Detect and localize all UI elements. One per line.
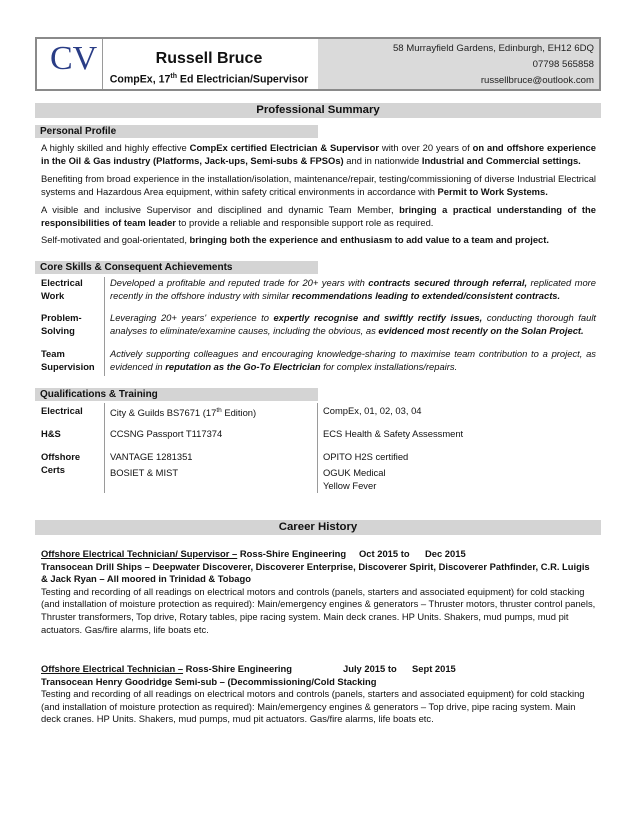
- qual-item: ECS Health & Safety Assessment: [323, 428, 464, 439]
- candidate-name: Russell Bruce: [155, 50, 263, 67]
- section-career-history: Career History: [35, 520, 601, 535]
- job-entry: [41, 548, 596, 636]
- section-personal-profile: Personal Profile: [35, 125, 318, 138]
- contact-box: [318, 39, 599, 89]
- profile-paragraph-2: Benefiting from broad experience in the installation/isolation, maintenance/repair, testing/commissioning of diverse Industrial Electrical systems and Hazardous Area equipment, within safety critical environments in accordance with Permit to Work Systems.: [41, 173, 596, 197]
- skill-description: Actively supporting colleagues and encouraging knowledge-sharing to maximise team contribution to a project, as evidenced in reputation as the Go-To Electrician for complex installations/repairs.: [110, 348, 596, 372]
- qual-item: OPITO H2S certified: [323, 451, 409, 462]
- job-description: Testing and recording of all readings on electrical motors and controls (panels, starters and associated equipment) for cold stacking (and installation of moisture protection as required): Main/emergency engines & generators – Top drive, pipe racing system. Main deck cranes. HP Units. Shakers, mud pumps, mud pit actuators. Gas/fire alarms, life boats etc.: [41, 688, 585, 725]
- qual-item: CCSNG Passport T117374: [110, 428, 223, 439]
- qual-label: Offshore Certs: [41, 451, 81, 475]
- qual-item: VANTAGE 1281351: [110, 451, 193, 462]
- job-entry: [41, 663, 596, 726]
- candidate-title: CompEx, 17th Ed Electrician/Supervisor: [109, 73, 309, 86]
- job-heading: Offshore Electrical Technician/ Supervisor – Ross-Shire Engineering Oct 2015 to Dec 2015: [41, 548, 466, 559]
- profile-paragraph-1: A highly skilled and highly effective CompEx certified Electrician & Supervisor with over 20 years of on and offshore experience in the Oil & Gas industry (Platforms, Jack-ups, Semi-subs & FPSOs) and in nationwide Industrial and Commercial settings.: [41, 142, 596, 166]
- skill-description: Developed a profitable and reputed trade for 20+ years with contracts secured through referral, replicated more recently in the offshore industry with similar recommendations leading to extended/consistent contracts.: [110, 277, 597, 301]
- qual-item: OGUK Medical: [323, 467, 386, 478]
- cv-logo: [37, 39, 102, 89]
- skill-description: Leveraging 20+ years' experience to expertly recognise and swiftly rectify issues, conducting thorough fault analyses to eliminate/examine causes, including the obvious, as evidenced most recently on the Solan Project.: [110, 312, 597, 336]
- logo-letters: CV: [50, 40, 98, 77]
- skills-divider: [104, 277, 105, 376]
- qual-item: BOSIET & MIST: [110, 467, 179, 478]
- job-client: Transocean Henry Goodridge Semi-sub – (Decommissioning/Cold Stacking: [41, 675, 377, 687]
- section-qualifications: Qualifications & Training: [35, 388, 318, 401]
- qual-item: CompEx, 01, 02, 03, 04: [323, 405, 422, 416]
- qual-item: Yellow Fever: [323, 480, 377, 491]
- skill-label: Team Supervision: [41, 348, 95, 372]
- profile-paragraph-3: A visible and inclusive Supervisor and disciplined and dynamic Team Member, bringing a practical understanding of the responsibilities of team leader to provide a reliable and responsible support role as required.: [41, 204, 596, 228]
- quals-divider-right: [317, 403, 318, 493]
- skill-label: Problem-Solving: [41, 312, 82, 336]
- job-heading: Offshore Electrical Technician – Ross-Shire Engineering July 2015 to Sept 2015: [41, 663, 456, 674]
- qual-item: City & Guilds BS7671 (17th Edition): [110, 407, 257, 419]
- qual-label: H&S: [41, 428, 61, 439]
- phone: 07798 565858: [532, 59, 594, 70]
- quals-divider-left: [104, 403, 105, 493]
- logo-divider: [102, 39, 103, 89]
- job-description: Testing and recording of all readings on electrical motors and controls (panels, starters and associated equipment) for cold stacking (and installation of moisture protection as required): Main/emergency engines & generators – Thruster motors, thruster control panels, Thruster transformers, Top drive, Rotary tables, pipe racing system. Main deck cranes. HP Units. Shakers, mud pumps, mud pit actuators. Gas/fire alarms, life boats etc.: [41, 585, 596, 635]
- section-professional-summary: Professional Summary: [35, 103, 601, 118]
- qual-label: Electrical: [41, 405, 83, 416]
- section-core-skills: Core Skills & Consequent Achievements: [35, 261, 318, 274]
- email: russellbruce@outlook.com: [480, 75, 594, 86]
- job-client: Transocean Drill Ships – Deepwater Discoverer, Discoverer Enterprise, Discoverer Spirit, Discoverer Pathfinder, C.R. Luigis & Jack Ryan – All moored in Trinidad & Tobago: [41, 560, 590, 585]
- skill-label: Electrical Work: [41, 277, 83, 301]
- address: 58 Murrayfield Gardens, Edinburgh, EH12 6DQ: [392, 43, 594, 54]
- profile-paragraph-4: Self-motivated and goal-orientated, bringing both the experience and enthusiasm to add value to a team and project.: [41, 234, 549, 245]
